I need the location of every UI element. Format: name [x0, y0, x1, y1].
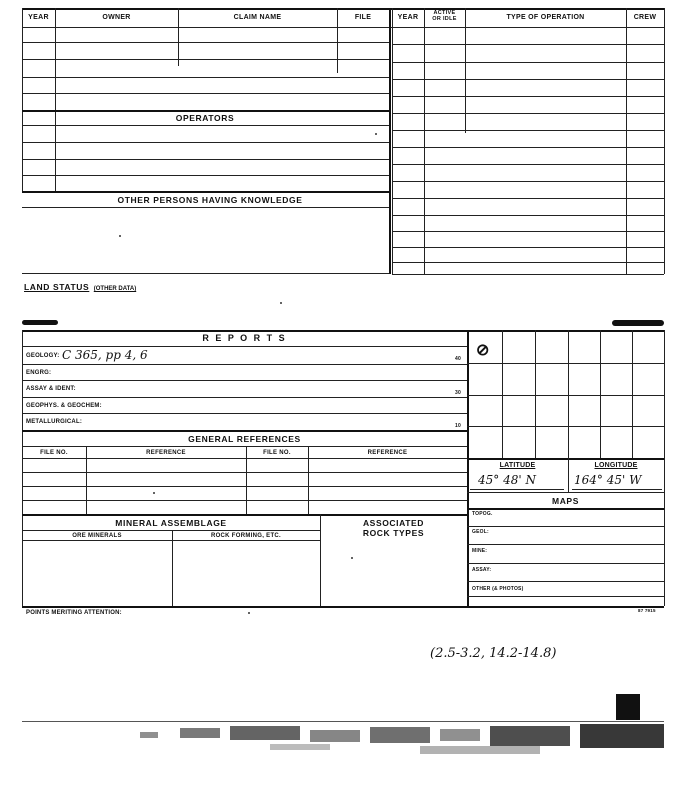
- reports-title: R E P O R T S: [202, 333, 287, 343]
- maps-geol-label: GEOL:: [472, 529, 489, 535]
- claim-name-header: CLAIM NAME: [233, 14, 282, 21]
- center-divider: [389, 8, 391, 274]
- crew-header: CREW: [633, 14, 657, 21]
- ref-reference-header-1: REFERENCE: [146, 450, 186, 456]
- latitude-label: LATITUDE: [499, 462, 536, 469]
- maps-topog-label: TOPOG.: [472, 511, 493, 517]
- grid-location-marker: ⊘: [476, 342, 490, 359]
- geology-value: C 365, pp 4, 6: [62, 348, 148, 362]
- maps-assay-label: ASSAY:: [472, 567, 492, 573]
- latitude-value: 45° 48' N: [478, 473, 536, 487]
- owner-year-header: YEAR: [28, 14, 49, 21]
- active-idle-header: [424, 10, 465, 22]
- bottom-rule: [22, 721, 664, 722]
- engrg-label: ENGRG:: [26, 370, 52, 376]
- assay-ident-label: ASSAY & IDENT:: [26, 386, 76, 392]
- assay-code: 30: [455, 390, 461, 396]
- longitude-value: 164° 45' W: [574, 473, 642, 487]
- operation-year-header: YEAR: [397, 14, 419, 21]
- right-border: [664, 8, 665, 274]
- metallurgical-code: 10: [455, 423, 461, 429]
- ref-reference-header-2: REFERENCE: [367, 450, 408, 456]
- mineral-assemblage-title: MINERAL ASSEMBLAGE: [115, 518, 227, 528]
- points-meriting-attention-label: POINTS MERITING ATTENTION:: [26, 610, 122, 616]
- longitude-label: LONGITUDE: [594, 462, 638, 469]
- scan-noise-band: [120, 724, 664, 760]
- ink-smudge-right: [612, 320, 664, 326]
- land-status-subtitle: (OTHER DATA): [93, 286, 137, 292]
- land-status-label: [24, 277, 136, 295]
- geology-code: 40: [455, 356, 461, 362]
- left-border: [22, 8, 23, 191]
- associated-label: ASSOCIATED: [362, 518, 425, 528]
- ref-file-no-header-1: FILE NO.: [40, 450, 68, 456]
- type-of-operation-header: TYPE OF OPERATION: [506, 14, 585, 21]
- rock-forming-header: ROCK FORMING, ETC.: [210, 533, 282, 539]
- scan-noise-graphic: [120, 724, 664, 760]
- owner-header: OWNER: [102, 14, 131, 21]
- form-number: 87 7915: [638, 608, 656, 613]
- ref-file-no-header-2: FILE NO.: [263, 450, 291, 456]
- maps-other-label: OTHER (& PHOTOS): [472, 586, 524, 592]
- other-persons-title: OTHER PERSONS HAVING KNOWLEDGE: [117, 195, 303, 205]
- ore-minerals-header: ORE MINERALS: [72, 533, 122, 539]
- file-header: FILE: [354, 14, 372, 21]
- ink-smudge-left: [22, 320, 58, 325]
- geology-label: GEOLOGY:: [26, 353, 60, 359]
- handwritten-coordinate-note: (2.5-3.2, 14.2-14.8): [430, 646, 557, 661]
- header-bottom-line: [22, 27, 664, 28]
- operators-title: OPERATORS: [175, 113, 235, 123]
- rock-types-label: ROCK TYPES: [362, 528, 425, 538]
- scan-registration-mark: [616, 694, 640, 720]
- associated-rock-types-header: [320, 518, 467, 538]
- geophys-label: GEOPHYS. & GEOCHEM:: [26, 403, 102, 409]
- general-references-title: GENERAL REFERENCES: [188, 434, 301, 444]
- maps-title: MAPS: [552, 496, 579, 506]
- active-label: ACTIVE: [433, 10, 456, 16]
- maps-mine-label: MINE:: [472, 548, 488, 554]
- metallurgical-label: METALLURGICAL:: [26, 419, 83, 425]
- land-status-title: LAND STATUS: [24, 282, 90, 292]
- top-border: [22, 8, 664, 10]
- or-idle-label: OR IDLE: [432, 16, 457, 22]
